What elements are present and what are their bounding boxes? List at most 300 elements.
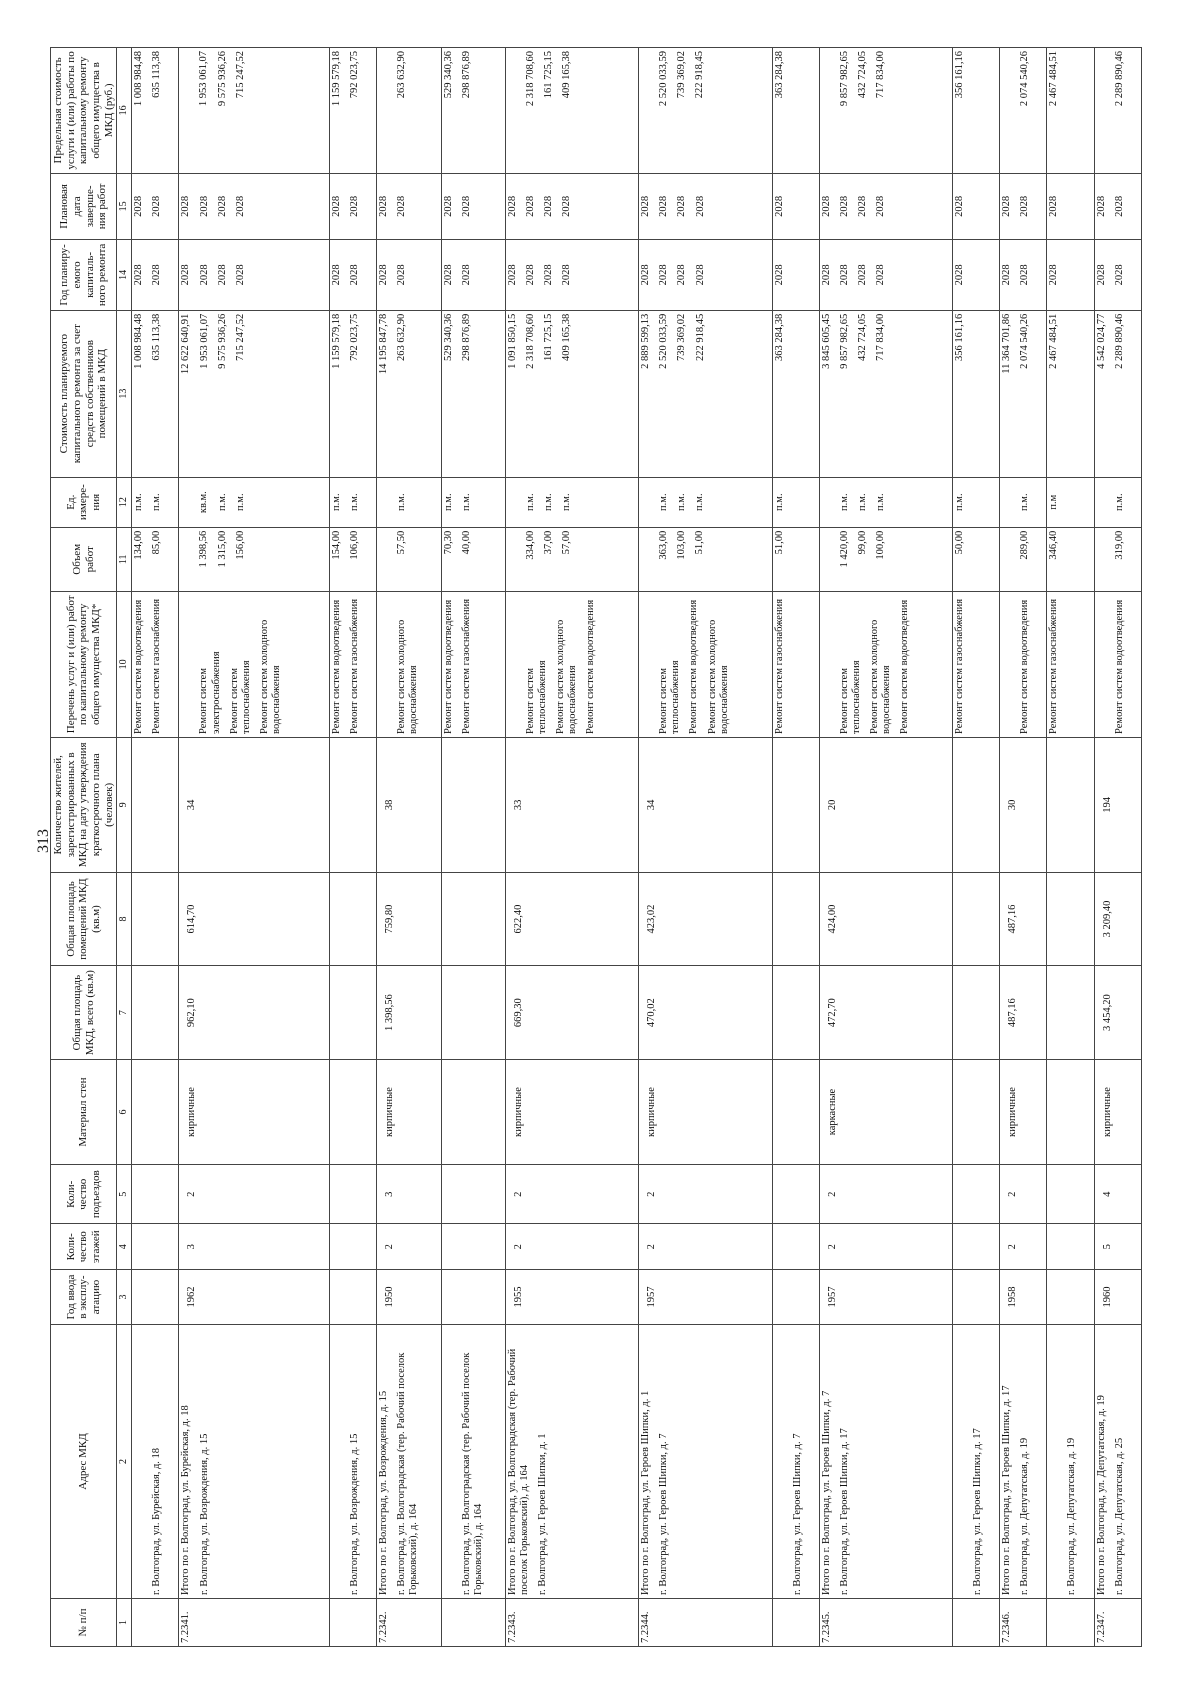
completion-date: 2028 xyxy=(198,195,210,217)
residents-count-value: 34 xyxy=(646,799,658,811)
residents-count-value: 20 xyxy=(826,799,838,811)
total-area xyxy=(772,966,819,1060)
column-header: Год ввода в эксплу- атацию xyxy=(51,1270,117,1325)
work-description: Ремонт систем холодного водоснабжения xyxy=(868,619,892,734)
column-number: 8 xyxy=(117,872,132,966)
completion-date: 2028 xyxy=(676,195,688,217)
total-area xyxy=(506,966,639,1060)
total-area xyxy=(819,966,952,1060)
max-cost: 717 834,00 xyxy=(874,51,886,99)
max-cost: 9 857 982,65 xyxy=(838,51,850,107)
planned-year: 2028 xyxy=(525,264,537,286)
wall-material xyxy=(639,1059,772,1164)
column-header: Год планиру- емого капиталь- ного ремонта xyxy=(51,239,117,310)
work-description: Ремонт систем холодного водоснабжения xyxy=(555,619,579,734)
completion-date: 2028 xyxy=(658,195,670,217)
year-built-value xyxy=(1048,1273,1060,1321)
floor-count xyxy=(441,1224,505,1270)
residents-count xyxy=(952,737,999,872)
planned-cost: 356 161,16 xyxy=(953,313,965,362)
max-cost: 2 318 708,60 xyxy=(525,51,537,107)
entrance-count xyxy=(1000,1165,1047,1224)
entrance-count xyxy=(132,1165,179,1224)
work-volume: 319,00 xyxy=(1113,530,1125,560)
work-volume xyxy=(180,531,192,588)
max-cost-cell xyxy=(132,48,179,174)
year-built-value xyxy=(774,1273,786,1321)
address-line xyxy=(133,1328,145,1595)
work-description: Ремонт систем теплоснабжения xyxy=(838,660,862,734)
total-area xyxy=(1000,966,1047,1060)
work-volume: 1 315,00 xyxy=(216,530,228,568)
wall-material-value xyxy=(331,1063,343,1161)
floor-count xyxy=(952,1224,999,1270)
planned-year: 2028 xyxy=(1095,264,1107,286)
entrance-count xyxy=(179,1165,329,1224)
year-built xyxy=(132,1270,179,1325)
planned-cost-cell xyxy=(1094,310,1141,477)
address-line: г. Волгоград, ул. Героев Шипки, д. 17 xyxy=(971,1428,983,1596)
work-description-cell xyxy=(329,591,376,737)
table-row xyxy=(329,48,376,1647)
entrance-count-value xyxy=(774,1168,786,1220)
completion-date: 2028 xyxy=(396,195,408,217)
work-unit-cell xyxy=(952,477,999,527)
planned-cost: 635 113,38 xyxy=(151,313,163,361)
wall-material xyxy=(1047,1059,1094,1164)
work-volume-cell xyxy=(952,527,999,591)
floor-count xyxy=(329,1224,376,1270)
entrance-count-value xyxy=(1048,1168,1060,1220)
work-description: Ремонт систем электроснабжения xyxy=(198,651,222,734)
residents-count xyxy=(132,737,179,872)
work-unit-cell xyxy=(639,477,772,527)
completion-date: 2028 xyxy=(525,195,537,217)
address-cell xyxy=(819,1324,952,1598)
total-area-value: 472,70 xyxy=(826,998,838,1028)
total-area-value: 1 398,56 xyxy=(384,994,396,1032)
planned-year: 2028 xyxy=(838,264,850,286)
planned-cost: 2 289 890,46 xyxy=(1113,313,1125,369)
planned-cost: 12 622 640,91 xyxy=(180,313,192,375)
work-unit: п.м. xyxy=(525,493,537,511)
row-number xyxy=(772,1599,819,1647)
wall-material-value xyxy=(133,1063,145,1161)
work-description-cell xyxy=(819,591,952,737)
column-number: 2 xyxy=(117,1324,132,1598)
column-number: 14 xyxy=(117,239,132,310)
completion-date: 2028 xyxy=(1048,195,1060,217)
completion-date: 2028 xyxy=(1095,195,1107,217)
planned-year-cell xyxy=(639,239,772,310)
row-number: 7.2344. xyxy=(639,1599,772,1647)
work-description xyxy=(821,595,833,734)
total-area xyxy=(639,966,772,1060)
header-row xyxy=(51,48,117,1647)
planned-year: 2028 xyxy=(216,264,228,286)
work-unit: п.м. xyxy=(694,493,706,511)
work-description-cell xyxy=(441,591,505,737)
max-cost: 222 918,45 xyxy=(694,51,706,99)
column-number-row xyxy=(117,48,132,1647)
residents-count xyxy=(441,737,505,872)
residents-count-value xyxy=(774,741,786,869)
residents-count-value xyxy=(133,741,145,869)
address-line: Итого по г. Волгоград, ул. Героев Шипки, д. 1 xyxy=(640,1390,652,1596)
planned-year-cell xyxy=(1047,239,1094,310)
work-volume: 51,00 xyxy=(694,530,706,555)
column-number: 3 xyxy=(117,1270,132,1325)
premises-area-value: 423,02 xyxy=(646,904,658,934)
address-line: Итого по г. Волгоград, ул. Депутатская, д. 19 xyxy=(1095,1395,1107,1596)
residents-count xyxy=(819,737,952,872)
premises-area-value: 759,80 xyxy=(384,904,396,934)
residents-count xyxy=(179,737,329,872)
work-unit-cell xyxy=(819,477,952,527)
floor-count xyxy=(132,1224,179,1270)
work-description: Ремонт систем газоснабжения xyxy=(151,598,163,734)
floor-count xyxy=(772,1224,819,1270)
column-header: Материал стен xyxy=(51,1059,117,1164)
work-description: Ремонт систем газоснабжения xyxy=(1048,598,1060,734)
capital-repair-table xyxy=(50,47,1142,1647)
planned-cost-cell xyxy=(639,310,772,477)
work-unit: п.м. xyxy=(953,493,965,511)
premises-area-value: 424,00 xyxy=(826,904,838,934)
planned-year-cell xyxy=(819,239,952,310)
planned-year: 2028 xyxy=(180,264,192,286)
column-header: № п/п xyxy=(51,1599,117,1647)
column-header: Предельная стоимость услуги и (или) работы по капитальному ремонту общего имущества в МКД (руб.) xyxy=(51,48,117,174)
table-row xyxy=(1047,48,1094,1647)
completion-date-cell xyxy=(377,173,442,239)
address-cell xyxy=(329,1324,376,1598)
floor-count xyxy=(377,1224,442,1270)
max-cost: 2 520 033,59 xyxy=(658,51,670,107)
planned-year: 2028 xyxy=(694,264,706,286)
work-unit-cell xyxy=(377,477,442,527)
premises-area xyxy=(1047,872,1094,966)
address-line xyxy=(1048,1328,1060,1595)
planned-year: 2028 xyxy=(676,264,688,286)
floor-count xyxy=(179,1224,329,1270)
total-area-value xyxy=(443,969,455,1056)
work-unit-cell xyxy=(506,477,639,527)
address-line xyxy=(443,1328,455,1595)
floor-count-value: 2 xyxy=(384,1244,396,1250)
year-built-value: 1955 xyxy=(513,1286,525,1308)
work-volume xyxy=(378,531,390,588)
premises-area xyxy=(1094,872,1141,966)
work-unit: п.м. xyxy=(856,493,868,511)
entrance-count-value: 2 xyxy=(646,1191,658,1197)
premises-area-value: 614,70 xyxy=(186,904,198,934)
max-cost-cell xyxy=(1047,48,1094,174)
address-cell xyxy=(377,1324,442,1598)
planned-year-cell xyxy=(1094,239,1141,310)
work-description: Ремонт систем водоотведения xyxy=(688,599,700,734)
work-volume xyxy=(1096,531,1108,588)
work-description: Ремонт систем водоотведения xyxy=(1019,599,1031,734)
planned-year: 2028 xyxy=(1048,264,1060,286)
total-area-value: 470,02 xyxy=(646,998,658,1028)
entrance-count xyxy=(772,1165,819,1224)
planned-year: 2028 xyxy=(1001,264,1013,286)
work-unit-cell xyxy=(1047,477,1094,527)
premises-area-value xyxy=(1048,876,1060,963)
address-line xyxy=(331,1328,343,1595)
column-header: Плановая дата заверше- ния работ xyxy=(51,173,117,239)
floor-count-value: 2 xyxy=(513,1244,525,1250)
planned-cost-cell xyxy=(377,310,442,477)
table-row xyxy=(1000,48,1047,1647)
planned-year: 2028 xyxy=(133,264,145,286)
column-header: Перечень услуг и (или) работ по капитальному ремонту общего имущества МКД* xyxy=(51,591,117,737)
work-unit: п.м xyxy=(1048,494,1060,510)
work-unit: п.м. xyxy=(1019,493,1031,511)
table-row xyxy=(377,48,442,1647)
total-area-value xyxy=(954,969,966,1056)
address-cell xyxy=(772,1324,819,1598)
planned-cost: 432 724,05 xyxy=(856,313,868,362)
column-number: 4 xyxy=(117,1224,132,1270)
max-cost: 1 008 984,48 xyxy=(133,51,145,107)
completion-date: 2028 xyxy=(330,195,342,217)
planned-cost: 2 467 484,51 xyxy=(1048,313,1060,369)
completion-date-cell xyxy=(819,173,952,239)
work-description-cell xyxy=(639,591,772,737)
work-unit xyxy=(640,481,652,524)
row-number xyxy=(952,1599,999,1647)
table-body xyxy=(132,48,1142,1647)
work-unit: п.м. xyxy=(151,493,163,511)
table-row xyxy=(441,48,505,1647)
planned-year-cell xyxy=(772,239,819,310)
table-row xyxy=(952,48,999,1647)
wall-material xyxy=(819,1059,952,1164)
planned-cost: 9 857 982,65 xyxy=(838,313,850,369)
entrance-count xyxy=(819,1165,952,1224)
max-cost: 298 876,89 xyxy=(460,51,472,99)
address-line: г. Волгоград, ул. Героев Шипки, д. 17 xyxy=(838,1428,850,1596)
planned-cost: 363 284,38 xyxy=(773,313,785,362)
floor-count-value: 3 xyxy=(186,1244,198,1250)
planned-year: 2028 xyxy=(640,264,652,286)
planned-year-cell xyxy=(441,239,505,310)
wall-material-value: кирпичные xyxy=(384,1087,396,1137)
year-built xyxy=(1000,1270,1047,1325)
row-number: 7.2342. xyxy=(377,1599,442,1647)
year-built-value xyxy=(331,1273,343,1321)
work-unit: п.м. xyxy=(676,493,688,511)
work-description: Ремонт систем газоснабжения xyxy=(773,598,785,734)
max-cost xyxy=(821,51,833,170)
planned-year-cell xyxy=(952,239,999,310)
column-header: Адрес МКД xyxy=(51,1324,117,1598)
max-cost-cell xyxy=(506,48,639,174)
premises-area xyxy=(132,872,179,966)
row-number: 7.2341. xyxy=(179,1599,329,1647)
max-cost: 792 023,75 xyxy=(348,51,360,99)
planned-year: 2028 xyxy=(234,264,246,286)
rotated-sheet xyxy=(50,0,1150,1647)
address-line: г. Волгоград, ул. Волгоградская (тер. Рабочий поселок Горьковский), д. 164 xyxy=(460,1352,484,1596)
planned-year: 2028 xyxy=(658,264,670,286)
entrance-count-value xyxy=(331,1168,343,1220)
max-cost: 9 575 936,26 xyxy=(216,51,228,107)
floor-count-value: 2 xyxy=(1007,1244,1019,1250)
work-volume-cell xyxy=(329,527,376,591)
max-cost-cell xyxy=(1000,48,1047,174)
completion-date: 2028 xyxy=(234,195,246,217)
completion-date: 2028 xyxy=(442,195,454,217)
planned-year-cell xyxy=(377,239,442,310)
address-line: г. Волгоград, ул. Депутатская, д. 25 xyxy=(1113,1437,1125,1596)
floor-count-value xyxy=(133,1227,145,1266)
premises-area xyxy=(819,872,952,966)
work-description-cell xyxy=(179,591,329,737)
completion-date-cell xyxy=(952,173,999,239)
work-description: Ремонт систем теплоснабжения xyxy=(525,660,549,734)
total-area xyxy=(952,966,999,1060)
completion-date: 2028 xyxy=(180,195,192,217)
work-description-cell xyxy=(377,591,442,737)
total-area-value xyxy=(331,969,343,1056)
work-volume: 1 398,56 xyxy=(198,530,210,568)
address-line: г. Волгоград, ул. Героев Шипки, д. 7 xyxy=(791,1433,803,1596)
row-number xyxy=(441,1599,505,1647)
entrance-count-value: 2 xyxy=(186,1191,198,1197)
planned-cost: 529 340,36 xyxy=(442,313,454,362)
premises-area-value: 622,40 xyxy=(513,904,525,934)
premises-area-value xyxy=(954,876,966,963)
premises-area-value xyxy=(443,876,455,963)
planned-year: 2028 xyxy=(198,264,210,286)
table-row xyxy=(132,48,179,1647)
column-number: 10 xyxy=(117,591,132,737)
total-area-value: 3 454,20 xyxy=(1101,994,1113,1032)
wall-material xyxy=(377,1059,442,1164)
column-header: Стоимость планируемого капитального ремонта за счет средств собственников помещений в МКД xyxy=(51,310,117,477)
row-number: 7.2345. xyxy=(819,1599,952,1647)
page-number: 313 xyxy=(35,829,52,853)
address-line: г. Волгоград, ул. Волгоградская (тер. Рабочий поселок Горьковский), д. 164 xyxy=(396,1352,420,1596)
table-row xyxy=(1094,48,1141,1647)
completion-date: 2028 xyxy=(543,195,555,217)
max-cost: 356 161,16 xyxy=(953,51,965,99)
floor-count-value xyxy=(331,1227,343,1266)
address-line: Итого по г. Волгоград, ул. Бурейская, д. 18 xyxy=(180,1405,192,1596)
wall-material-value xyxy=(1048,1063,1060,1161)
total-area xyxy=(329,966,376,1060)
completion-date: 2028 xyxy=(507,195,519,217)
wall-material xyxy=(1094,1059,1141,1164)
floor-count-value xyxy=(774,1227,786,1266)
completion-date: 2028 xyxy=(874,195,886,217)
planned-cost: 4 542 024,77 xyxy=(1095,313,1107,369)
planned-year: 2028 xyxy=(561,264,573,286)
planned-cost: 2 889 599,13 xyxy=(640,313,652,369)
column-number: 1 xyxy=(117,1599,132,1647)
address-line xyxy=(954,1328,966,1595)
planned-cost: 409 165,38 xyxy=(561,313,573,362)
planned-year-cell xyxy=(1000,239,1047,310)
planned-year: 2028 xyxy=(378,264,390,286)
work-description xyxy=(1096,595,1108,734)
total-area xyxy=(132,966,179,1060)
completion-date-cell xyxy=(1000,173,1047,239)
entrance-count-value: 2 xyxy=(826,1191,838,1197)
work-volume-cell xyxy=(772,527,819,591)
planned-cost-cell xyxy=(1047,310,1094,477)
planned-cost: 1 953 061,07 xyxy=(198,313,210,369)
planned-year: 2028 xyxy=(953,264,965,286)
work-description-cell xyxy=(952,591,999,737)
floor-count xyxy=(1094,1224,1141,1270)
work-description xyxy=(378,595,390,734)
year-built-value xyxy=(443,1273,455,1321)
work-volume: 57,50 xyxy=(396,530,408,555)
max-cost-cell xyxy=(441,48,505,174)
work-volume: 99,00 xyxy=(856,530,868,555)
work-description-cell xyxy=(1047,591,1094,737)
max-cost-cell xyxy=(819,48,952,174)
address-line xyxy=(774,1328,786,1595)
year-built xyxy=(377,1270,442,1325)
planned-cost: 298 876,89 xyxy=(460,313,472,362)
completion-date: 2028 xyxy=(1113,195,1125,217)
planned-cost: 263 632,90 xyxy=(396,313,408,362)
planned-year: 2028 xyxy=(330,264,342,286)
premises-area xyxy=(952,872,999,966)
planned-cost-cell xyxy=(132,310,179,477)
table-row xyxy=(506,48,639,1647)
planned-cost: 715 247,52 xyxy=(234,313,246,362)
work-unit: п.м. xyxy=(1113,493,1125,511)
column-header: Объем работ xyxy=(51,527,117,591)
completion-date-cell xyxy=(441,173,505,239)
work-unit-cell xyxy=(1000,477,1047,527)
planned-year: 2028 xyxy=(874,264,886,286)
floor-count-value: 2 xyxy=(646,1244,658,1250)
work-volume: 85,00 xyxy=(151,530,163,555)
work-description xyxy=(507,595,519,734)
premises-area xyxy=(179,872,329,966)
address-cell xyxy=(639,1324,772,1598)
work-unit: п.м. xyxy=(874,493,886,511)
work-unit-cell xyxy=(179,477,329,527)
total-area xyxy=(1094,966,1141,1060)
completion-date: 2028 xyxy=(694,195,706,217)
entrance-count xyxy=(329,1165,376,1224)
entrance-count-value: 4 xyxy=(1101,1191,1113,1197)
work-volume-cell xyxy=(179,527,329,591)
planned-year-cell xyxy=(132,239,179,310)
year-built xyxy=(441,1270,505,1325)
residents-count xyxy=(1047,737,1094,872)
max-cost-cell xyxy=(772,48,819,174)
total-area-value xyxy=(1048,969,1060,1056)
residents-count xyxy=(639,737,772,872)
work-description xyxy=(640,595,652,734)
address-line: г. Волгоград, ул. Героев Шипки, д. 1 xyxy=(537,1433,549,1596)
wall-material xyxy=(441,1059,505,1164)
work-unit xyxy=(378,481,390,524)
planned-cost: 2 520 033,59 xyxy=(658,313,670,369)
completion-date-cell xyxy=(639,173,772,239)
completion-date: 2028 xyxy=(773,195,785,217)
total-area xyxy=(441,966,505,1060)
